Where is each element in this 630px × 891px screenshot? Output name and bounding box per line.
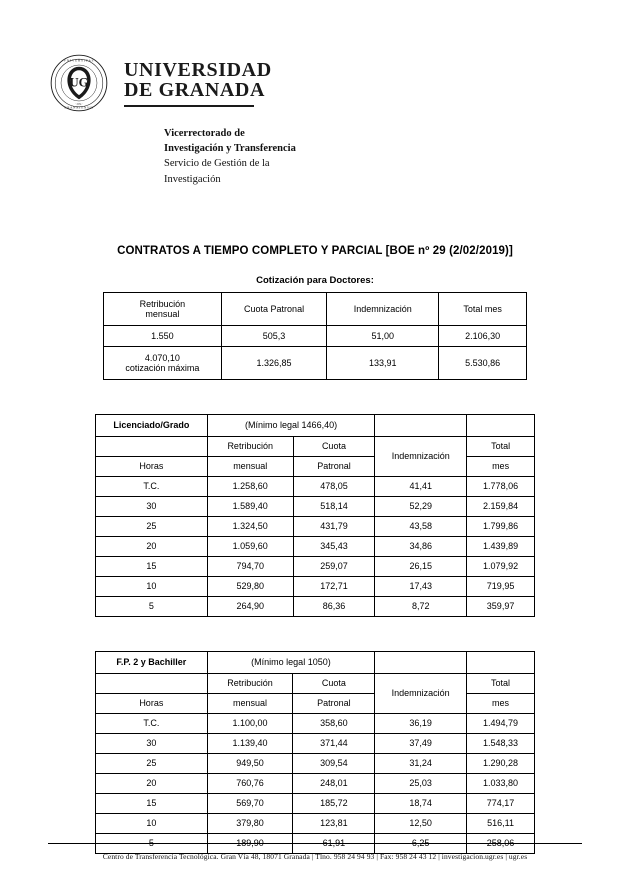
- svg-text:VNIVERSITAS: VNIVERSITAS: [63, 58, 95, 63]
- cell-horas: 25: [96, 516, 208, 536]
- cell-horas: 30: [96, 733, 208, 753]
- table-row: [96, 713, 535, 733]
- cell-horas: 25: [96, 753, 208, 773]
- cell-horas: 10: [96, 813, 208, 833]
- cell-total: 516,11: [467, 813, 535, 833]
- cell-retribucion: 1.100,00: [207, 713, 293, 733]
- fp2-title: F.P. 2 y Bachiller: [96, 651, 208, 673]
- page-title: CONTRATOS A TIEMPO COMPLETO Y PARCIAL [BOE nº 29 (2/02/2019)]: [117, 244, 513, 257]
- table-row: [96, 596, 535, 616]
- cell-total: 1.033,80: [467, 773, 535, 793]
- col-header-total-top: Total: [467, 673, 535, 693]
- fp2-minimo: (Mínimo legal 1050): [207, 651, 375, 673]
- cell-total: 1.494,79: [467, 713, 535, 733]
- cell-indemnizacion: 26,15: [375, 556, 467, 576]
- cell-horas: 20: [96, 773, 208, 793]
- col-header-indemnizacion: Indemnización: [375, 436, 467, 476]
- table-row: [96, 556, 535, 576]
- cell-cuota: 309,54: [293, 753, 375, 773]
- cell-cuota: 518,14: [293, 496, 375, 516]
- cell-indemnizacion: 31,24: [375, 753, 467, 773]
- cell-indemnizacion: 36,19: [375, 713, 467, 733]
- cell-cuota: 505,3: [221, 325, 327, 346]
- cell-total: 1.079,92: [467, 556, 535, 576]
- col-header-cuota-top: Cuota: [293, 436, 375, 456]
- col-header-retribucion-top: Retribución: [207, 436, 293, 456]
- cell-retribucion: 1.258,60: [207, 476, 293, 496]
- licenciado-minimo: (Mínimo legal 1466,40): [207, 414, 375, 436]
- cell-total: 1.290,28: [467, 753, 535, 773]
- cell-retribucion: 1.059,60: [207, 536, 293, 556]
- cell-indemnizacion: 17,43: [375, 576, 467, 596]
- cell-cuota: 345,43: [293, 536, 375, 556]
- col-header-cuota-top: Cuota: [293, 673, 375, 693]
- cell-retribucion: 1.324,50: [207, 516, 293, 536]
- cell-total: 1.548,33: [467, 733, 535, 753]
- table-row: [96, 496, 535, 516]
- document-header: [48, 0, 582, 112]
- table-row: [96, 773, 535, 793]
- blank-cell: [467, 651, 535, 673]
- cell-horas: 5: [96, 596, 208, 616]
- cell-retribucion: 264,90: [207, 596, 293, 616]
- cell-retribucion: 1.589,40: [207, 496, 293, 516]
- cell-retribucion: 794,70: [207, 556, 293, 576]
- blank-cell: [375, 651, 467, 673]
- col-header-retribucion-bottom: mensual: [207, 693, 293, 713]
- cell-total: 774,17: [467, 793, 535, 813]
- cell-retribucion: 529,80: [207, 576, 293, 596]
- col-header-indemnizacion: Indemnización: [375, 673, 467, 713]
- doctores-table: [103, 292, 527, 380]
- table-row: [96, 813, 535, 833]
- col-header-horas: Horas: [96, 456, 208, 476]
- table-row: [96, 733, 535, 753]
- col-header-indemnizacion: Indemnización: [327, 292, 439, 325]
- doctores-subtitle: Cotización para Doctores:: [256, 274, 374, 286]
- cell-cuota: 185,72: [293, 793, 375, 813]
- col-header-horas: Horas: [96, 693, 208, 713]
- cell-cuota: 86,36: [293, 596, 375, 616]
- cell-cuota: 259,07: [293, 556, 375, 576]
- cell-total: 1.439,89: [467, 536, 535, 556]
- col-header-blank: [96, 436, 208, 456]
- cell-indemnizacion: 51,00: [327, 325, 439, 346]
- cell-total: 719,95: [467, 576, 535, 596]
- footer-text: Centro de Transferencia Tecnológica. Gran Vía 48, 18071 Granada | Tlno. 958 24 94 93 | Fax: 958 24 43 12 | investigacion.ugr.es | ugr.es: [102, 852, 528, 861]
- university-wordmark: [124, 52, 272, 107]
- cell-retribucion: 1.139,40: [207, 733, 293, 753]
- table-title-row: [96, 651, 535, 673]
- cell-retribucion: 760,76: [207, 773, 293, 793]
- fp2-bachiller-table: [95, 651, 535, 854]
- cell-horas: 15: [96, 556, 208, 576]
- cell-indemnizacion: 37,49: [375, 733, 467, 753]
- cell-retribucion: 1.550: [104, 325, 222, 346]
- wordmark-line-1: UNIVERSIDAD: [124, 59, 272, 81]
- cell-cuota: 248,01: [293, 773, 375, 793]
- cell-retribucion-l1: 4.070,10: [144, 352, 180, 363]
- cell-horas: 20: [96, 536, 208, 556]
- svg-text:GRANATENSIS: GRANATENSIS: [64, 105, 94, 110]
- cell-indemnizacion: 34,86: [375, 536, 467, 556]
- cell-retribucion: 949,50: [207, 753, 293, 773]
- cell-cuota: 123,81: [293, 813, 375, 833]
- cell-total: 1.778,06: [467, 476, 535, 496]
- document-footer: [48, 843, 582, 861]
- cell-horas: T.C.: [96, 476, 208, 496]
- table-row: [96, 476, 535, 496]
- cell-total: 1.799,86: [467, 516, 535, 536]
- dept-line-4: Investigación: [164, 173, 221, 185]
- table-header-row-top: [96, 673, 535, 693]
- col-header-retribucion-l1: Retribución: [139, 298, 186, 309]
- table-header-row-bottom: [96, 693, 535, 713]
- dept-line-2: Investigación y Transferencia: [164, 143, 296, 155]
- cell-cuota: 1.326,85: [221, 346, 327, 379]
- cell-indemnizacion: 43,58: [375, 516, 467, 536]
- col-header-total-bottom: mes: [467, 693, 535, 713]
- table-title-row: [96, 414, 535, 436]
- table-header-row-top: [96, 436, 535, 456]
- col-header-retribucion-top: Retribución: [207, 673, 293, 693]
- cell-cuota: 478,05: [293, 476, 375, 496]
- col-header-total-bottom: mes: [467, 456, 535, 476]
- table-row: [96, 516, 535, 536]
- table-row: [96, 536, 535, 556]
- blank-cell: [375, 414, 467, 436]
- cell-horas: 10: [96, 576, 208, 596]
- col-header-retribucion-l2: mensual: [145, 308, 180, 319]
- cell-total: 2.159,84: [467, 496, 535, 516]
- cell-horas: 30: [96, 496, 208, 516]
- svg-text:· 1531 ·: · 1531 ·: [74, 103, 84, 107]
- cell-indemnizacion: 41,41: [375, 476, 467, 496]
- wordmark-line-2: DE GRANADA: [124, 79, 265, 102]
- cell-indemnizacion: 52,29: [375, 496, 467, 516]
- table-row: [96, 793, 535, 813]
- dept-line-1: Vicerrectorado de: [164, 128, 245, 139]
- cell-total: 359,97: [467, 596, 535, 616]
- cell-retribucion-l2: cotización máxima: [125, 362, 200, 373]
- svg-text:UG: UG: [69, 75, 89, 90]
- col-header-retribucion-bottom: mensual: [207, 456, 293, 476]
- cell-total: 2.106,30: [439, 325, 527, 346]
- wordmark-rule: [124, 105, 254, 107]
- cell-indemnizacion: 25,03: [375, 773, 467, 793]
- cell-retribucion: [104, 346, 222, 379]
- cell-horas: 15: [96, 793, 208, 813]
- col-header-total-top: Total: [467, 436, 535, 456]
- cell-total: 5.530,86: [439, 346, 527, 379]
- licenciado-grado-table: [95, 414, 535, 617]
- cell-indemnizacion: 18,74: [375, 793, 467, 813]
- cell-retribucion: 569,70: [207, 793, 293, 813]
- cell-retribucion: 379,80: [207, 813, 293, 833]
- table-header-row: [104, 292, 527, 325]
- col-header-cuota-bottom: Patronal: [293, 456, 375, 476]
- cell-horas: T.C.: [96, 713, 208, 733]
- col-header-retribucion: [104, 292, 222, 325]
- cell-indemnizacion: 8,72: [375, 596, 467, 616]
- col-header-cuota: Cuota Patronal: [221, 292, 327, 325]
- col-header-blank: [96, 673, 208, 693]
- cell-cuota: 431,79: [293, 516, 375, 536]
- cell-indemnizacion: 12,50: [375, 813, 467, 833]
- cell-indemnizacion: 133,91: [327, 346, 439, 379]
- col-header-cuota-bottom: Patronal: [293, 693, 375, 713]
- dept-line-3: Servicio de Gestión de la: [164, 158, 270, 170]
- table-row: [104, 346, 527, 379]
- cell-cuota: 371,44: [293, 733, 375, 753]
- table-row: [96, 576, 535, 596]
- cell-cuota: 358,60: [293, 713, 375, 733]
- col-header-total: Total mes: [439, 292, 527, 325]
- table-row: [104, 325, 527, 346]
- table-row: [96, 753, 535, 773]
- department-block: [164, 126, 582, 187]
- table-header-row-bottom: [96, 456, 535, 476]
- licenciado-title: Licenciado/Grado: [96, 414, 208, 436]
- footer-divider: [48, 843, 582, 844]
- university-crest-icon: [50, 54, 108, 112]
- cell-cuota: 172,71: [293, 576, 375, 596]
- blank-cell: [467, 414, 535, 436]
